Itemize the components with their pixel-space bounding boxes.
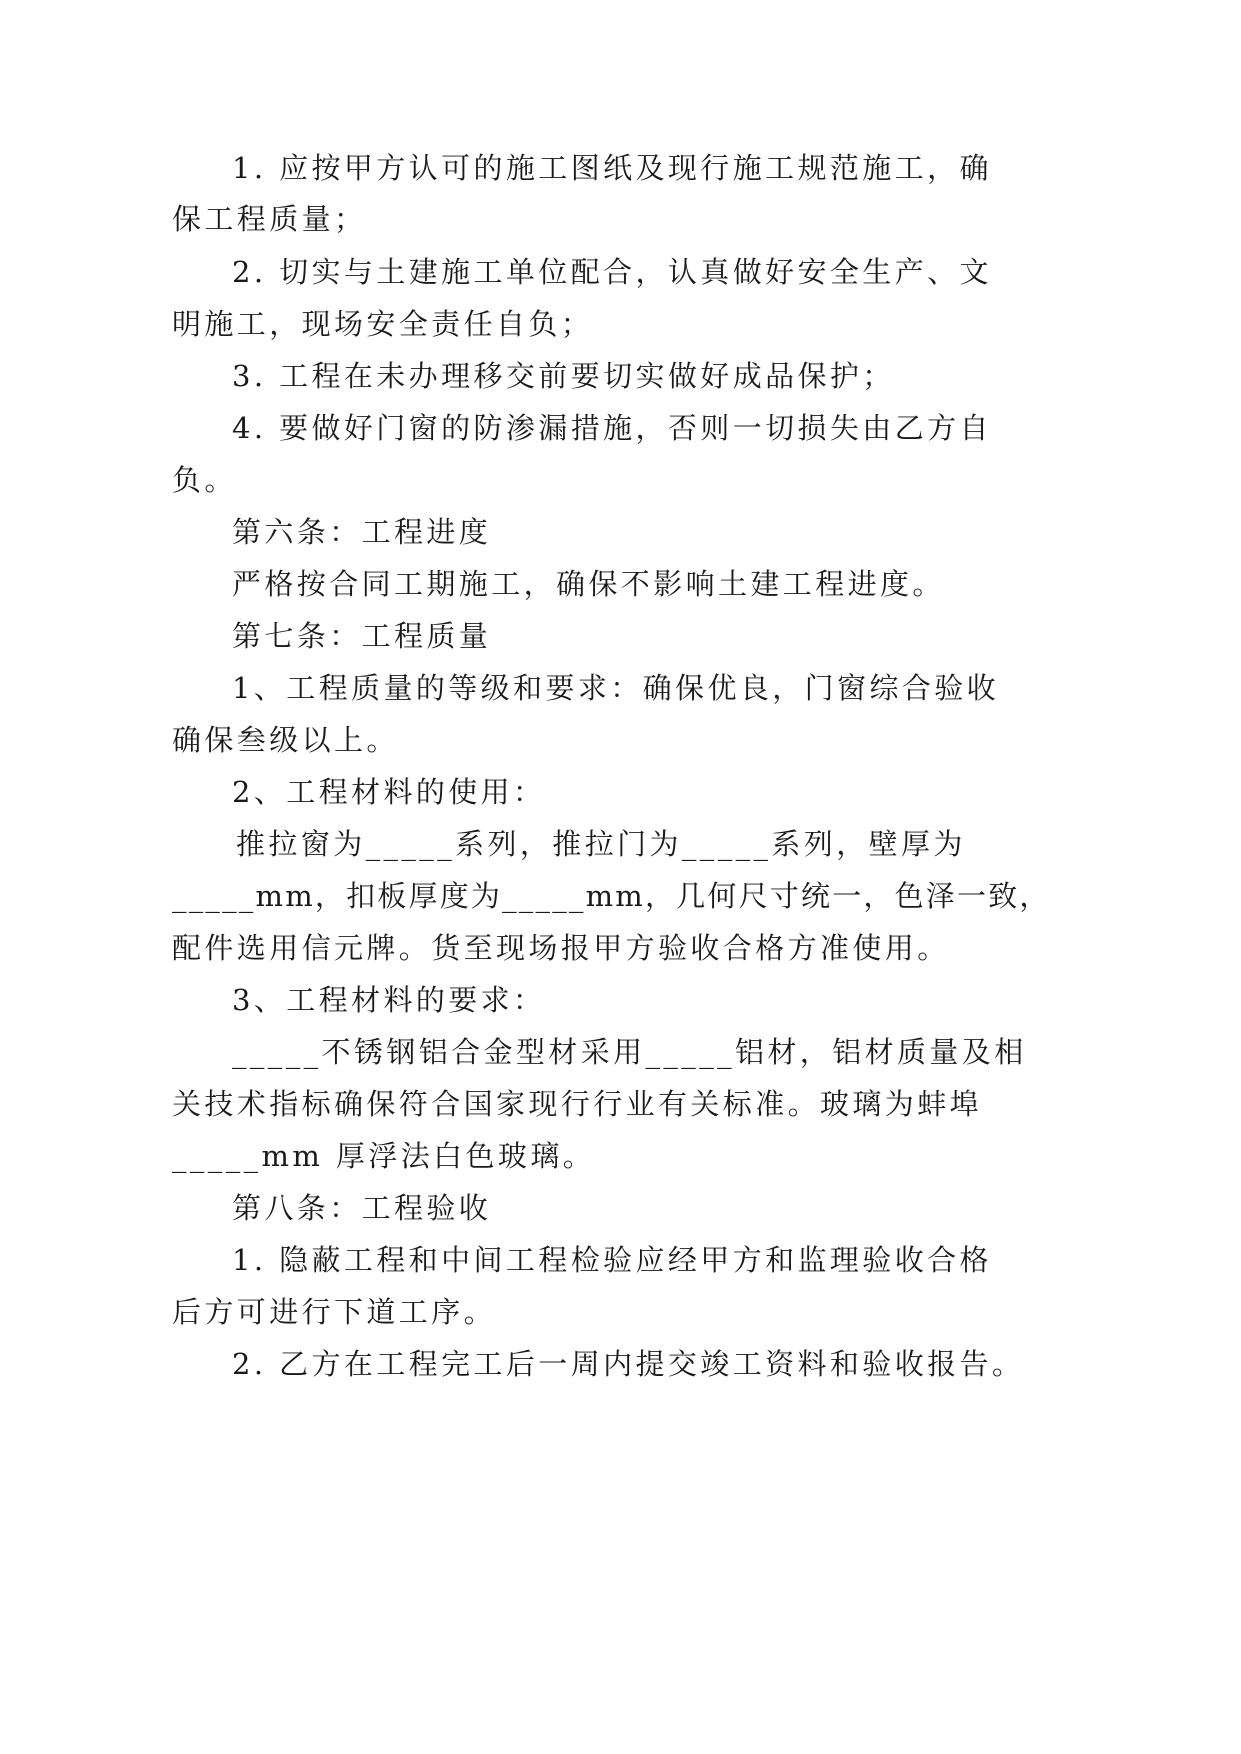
text-line: 确保叁级以上。 <box>172 723 399 757</box>
text-line: 2. 切实与土建施工单位配合，认真做好安全生产、文 <box>232 255 992 289</box>
section-heading: 第八条：工程验收 <box>232 1191 492 1225</box>
text-line: _____mm，扣板厚度为_____mm，几何尺寸统一，色泽一致， <box>172 879 1051 913</box>
text-line: _____mm 厚浮法白色玻璃。 <box>172 1139 596 1173</box>
text-line: 明施工，现场安全责任自负； <box>172 307 594 341</box>
text-line: 1. 应按甲方认可的施工图纸及现行施工规范施工，确 <box>232 151 992 185</box>
text-line: 1、工程质量的等级和要求：确保优良，门窗综合验收 <box>232 671 1000 705</box>
text-line: 严格按合同工期施工，确保不影响土建工程进度。 <box>232 567 945 601</box>
text-line: 2. 乙方在工程完工后一周内提交竣工资料和验收报告。 <box>232 1347 1025 1381</box>
text-line: 1. 隐蔽工程和中间工程检验应经甲方和监理验收合格 <box>232 1243 992 1277</box>
text-line: 4. 要做好门窗的防渗漏措施，否则一切损失由乙方自 <box>232 411 992 445</box>
text-line: 3. 工程在未办理移交前要切实做好成品保护； <box>232 359 895 393</box>
text-line: 负。 <box>172 463 237 497</box>
text-line: _____不锈钢铝合金型材采用_____铝材，铝材质量及相 <box>232 1035 1027 1069</box>
section-heading: 第七条：工程质量 <box>232 619 492 653</box>
text-line: 推拉窗为_____系列，推拉门为_____系列，壁厚为 <box>236 827 966 861</box>
text-line: 配件选用信元牌。货至现场报甲方验收合格方准使用。 <box>172 931 950 965</box>
text-line: 2、工程材料的使用： <box>232 775 546 809</box>
text-line: 保工程质量； <box>172 202 367 236</box>
text-line: 3、工程材料的要求： <box>232 983 546 1017</box>
section-heading: 第六条：工程进度 <box>232 515 492 549</box>
text-line: 关技术指标确保符合国家现行行业有关标准。玻璃为蚌埠 <box>172 1087 983 1121</box>
text-line: 后方可进行下道工序。 <box>172 1295 497 1329</box>
